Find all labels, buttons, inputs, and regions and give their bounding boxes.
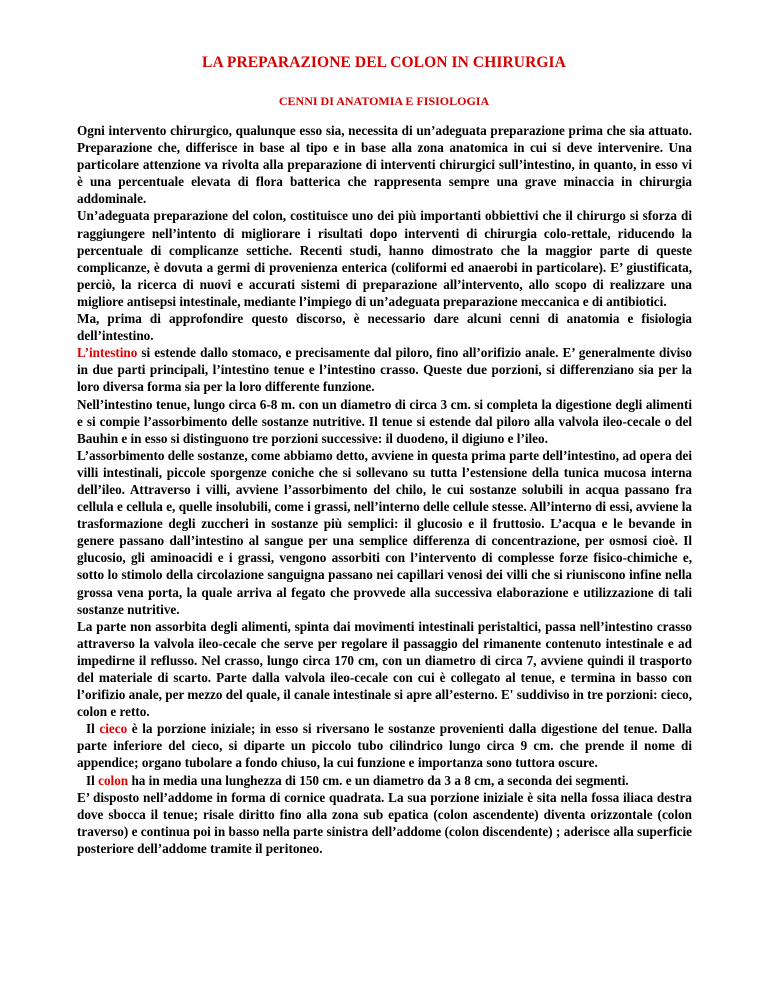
- paragraph: Un’adeguata preparazione del colon, costituisce uno dei più importanti obbiettivi che il chirurgo si sforza di raggiungere nell’intento di migliorare i risultati dopo interventi di chirurgia colo-rettale, riducendo la percentuale di complicanze settiche. Recenti studi, hanno dimostrato che la maggior parte di queste complicanze, è dovuta a germi di provenienza enterica (coliformi ed anaerobi in particolare). E’ giustificata, perciò, la ricerca di nuovi e accurati sistemi di preparazione all’intervento, allo scopo di realizzare una migliore antisepsi intestinale, mediante l’impiego di un’adeguata preparazione meccanica e di antibiotici.: [77, 208, 692, 309]
- paragraph: E’ disposto nell’addome in forma di cornice quadrata. La sua porzione iniziale è sita nella fossa iliaca destra dove sbocca il tenue; risale diritto fino alla zona sub epatica (colon ascendente) diventa orizzontale (colon traverso) e continua poi in basso nella parte sinistra dell’addome (colon discendente) ; aderisce alla superficie posteriore dell’addome tramite il peritoneo.: [77, 789, 692, 856]
- highlight-term: colon: [98, 772, 129, 788]
- paragraph: La parte non assorbita degli alimenti, spinta dai movimenti intestinali peristaltici, passa nell’intestino crasso attraverso la valvola ileo-cecale che serve per regolare il passaggio del rimanente contenuto intestinale e ad impedirne il reflusso. Nel crasso, lungo circa 170 cm, con un diametro di circa 7, avviene quindi il trasporto del materiale di scarto. Parte dalla valvola ileo-cecale con cui è collegato al tenue, e termina in basso con l’orifizio anale, per mezzo del quale, il canale intestinale si apre all’esterno. E' suddiviso in tre porzioni: cieco, colon e retto.: [77, 618, 692, 720]
- highlight-term: cieco: [99, 721, 128, 737]
- paragraph: Il cieco è la porzione iniziale; in esso si riversano le sostanze provenienti dalla digestione del tenue. Dalla parte inferiore del cieco, si diparte un piccolo tubo cilindrico lungo circa 9 cm. che prende il nome di appendice; organo tubolare a fondo chiuso, la cui funzione e importanza sono tuttora oscure.: [77, 721, 693, 771]
- paragraph: Nell’intestino tenue, lungo circa 6-8 m. con un diametro di circa 3 cm. si completa la digestione degli alimenti e si compie l’assorbimento delle sostanze nutritive. Il tenue si estende dal piloro alla valvola ileo-cecale o del Bauhin e in esso si distinguono tre porzioni successive: il duodeno, il digiuno e l’ileo.: [77, 396, 692, 446]
- paragraph: L’assorbimento delle sostanze, come abbiamo detto, avviene in questa prima parte dell’intestino, ad opera dei villi intestinali, piccole sporgenze coniche che si sollevano su tutta l’estensione della tunica mucosa interna dell’ileo. Attraverso i villi, avviene l’assorbimento del chilo, le cui sostanze solubili in acqua passano fra cellula e cellula e, quelle insolubili, come i grassi, nell’interno delle cellule stesse. All’interno di essi, avviene la trasformazione degli zuccheri in sostanze più semplici: il glucosio e il fruttosio. L’acqua e le bevande in genere passano dall’intestino al sangue per una semplice differenza di concentrazione, per osmosi cioè. Il glucosio, gli aminoacidi e i grassi, vengono assorbiti con l’intervento di complesse forze fisico-chimiche e, sotto lo stimolo della circolazione sanguigna passano nei capillari venosi dei villi che si riuniscono infine nella grossa vena porta, la quale arriva al fegato che provvede alla successiva elaborazione e utilizzazione di tali sostanze nutritive.: [77, 447, 692, 617]
- paragraph: Ma, prima di approfondire questo discorso, è necessario dare alcuni cenni di anatomia e fisiologia dell’intestino.: [77, 311, 692, 344]
- document-body: [77, 122, 692, 857]
- highlight-term: L’intestino: [77, 345, 138, 361]
- paragraph: L’intestino si estende dallo stomaco, e precisamente dal piloro, fino all’orifizio anale. E’ generalmente diviso in due parti principali, l’intestino tenue e l’intestino crasso. Queste due porzioni, si differenziano sia per la loro diversa forma sia per la loro differente funzione.: [77, 345, 692, 395]
- paragraph: Ogni intervento chirurgico, qualunque esso sia, necessita di un’adeguata preparazione prima che sia attuato. Preparazione che, differisce in base al tipo e in base alla zona anatomica in cui si deve intervenire. Una particolare attenzione va rivolta alla preparazione di interventi chirurgici sull’intestino, in quanto, in esso vi è una percentuale elevata di flora batterica che rappresenta sempre una grave minaccia in chirurgia addominale.: [77, 123, 692, 207]
- paragraph: Il colon ha in media una lunghezza di 150 cm. e un diametro da 3 a 8 cm, a seconda dei segmenti.: [86, 772, 629, 788]
- section-subtitle: CENNI DI ANATOMIA E FISIOLOGIA: [278, 94, 490, 108]
- document-title: LA PREPARAZIONE DEL COLON IN CHIRURGIA: [202, 54, 566, 71]
